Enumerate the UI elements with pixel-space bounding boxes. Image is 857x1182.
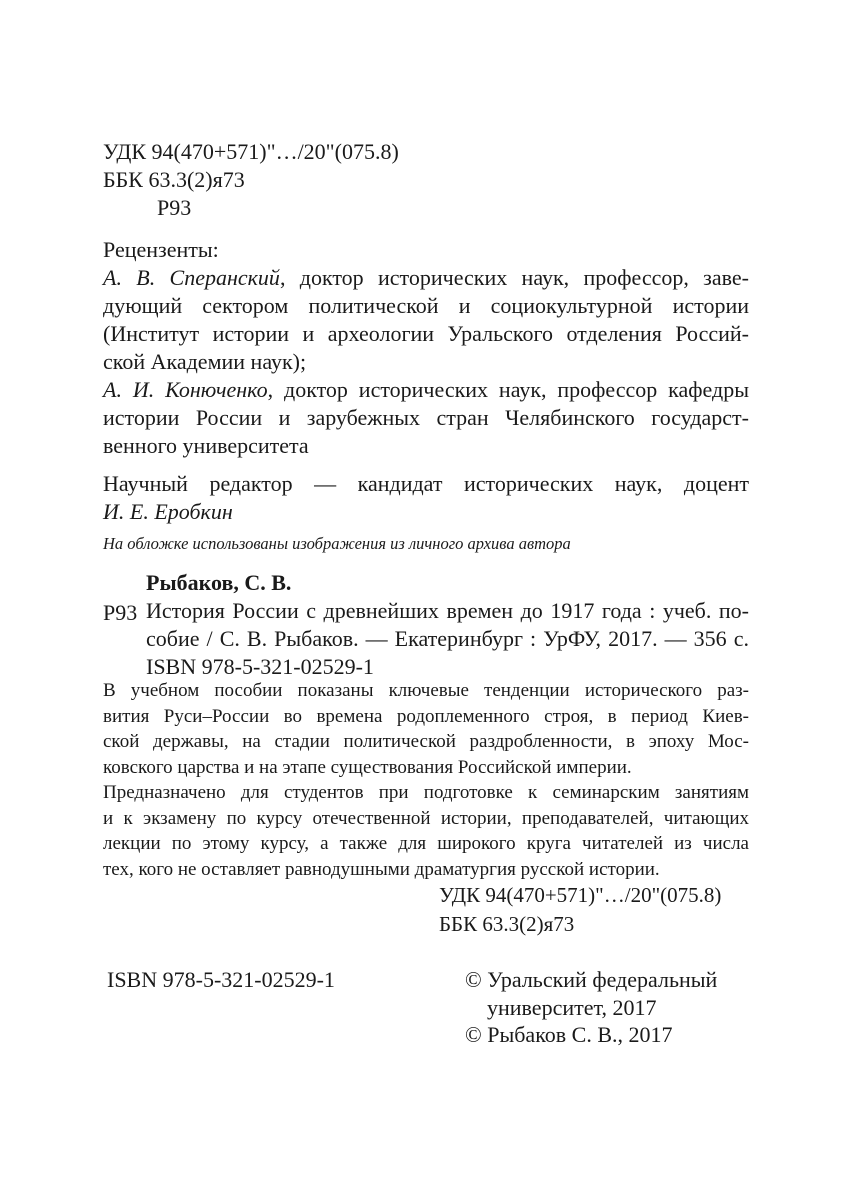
udk-code-bottom: УДК 94(470+571)"…/20"(075.8) <box>439 883 722 907</box>
scientific-editor: Научный редактор — кандидат исторических наук, доцент И. Е. Еробкин <box>103 471 749 524</box>
reviewer-2-name: А. И. Конюченко <box>103 377 268 402</box>
udk-code: УДК 94(470+571)"…/20"(075.8) <box>103 139 399 164</box>
reviewers-heading: Рецензенты: <box>103 237 219 262</box>
reviewer-1-name: А. В. Сперанский <box>103 265 280 290</box>
bbk-code-bottom: ББК 63.3(2)я73 <box>439 912 575 936</box>
abstract: В учебном пособии показаны ключевые тенденции исторического раз- вития Руси–России во времена родоплеменного строя, в период Киев- ской державы, на стадии политической раздробленности, в эпоху Мос- ковского царства и на этапе существования Российской империи. Предназначено для студентов при подготовке к семинарским занятиям и к экзамену по курсу отечественной истории, преподавателей, читающих лекции по этому курсу, а также для широкого круга читателей из числа тех, кого не оставляет равнодушными драматургия русской истории. <box>103 680 749 880</box>
copyright-university-cont: университет, 2017 <box>487 995 657 1020</box>
bib-mark: Р93 <box>103 600 138 625</box>
isbn-footer: ISBN 978-5-321-02529-1 <box>107 967 335 992</box>
reviewer-1: А. В. Сперанский, доктор исторических наук, профессор, заве- дующий сектором политической и социокультурной истории (Институт истории и археологии Уральского отделения Россий- ской Академии наук); <box>103 265 749 374</box>
bib-author: Рыбаков, С. В. <box>146 570 292 595</box>
reviewer-2: А. И. Конюченко, доктор исторических наук, профессор кафедры истории России и зарубежных стран Челябинского государст- венного университета <box>103 377 749 458</box>
bib-description: История России с древнейших времен до 1917 года : учеб. по- собие / С. В. Рыбаков. — Екатеринбург : УрФУ, 2017. — 356 с. ISBN 978-5-321-02529-1 <box>146 598 749 679</box>
bbk-code: ББК 63.3(2)я73 <box>103 167 245 192</box>
copyright-university: © Уральский федеральный <box>465 967 718 992</box>
editor-name: И. Е. Еробкин <box>103 499 233 524</box>
copyright-author: © Рыбаков С. В., 2017 <box>465 1022 673 1047</box>
cover-note: На обложке использованы изображения из личного архива автора <box>103 534 571 553</box>
author-mark: Р93 <box>157 195 192 220</box>
